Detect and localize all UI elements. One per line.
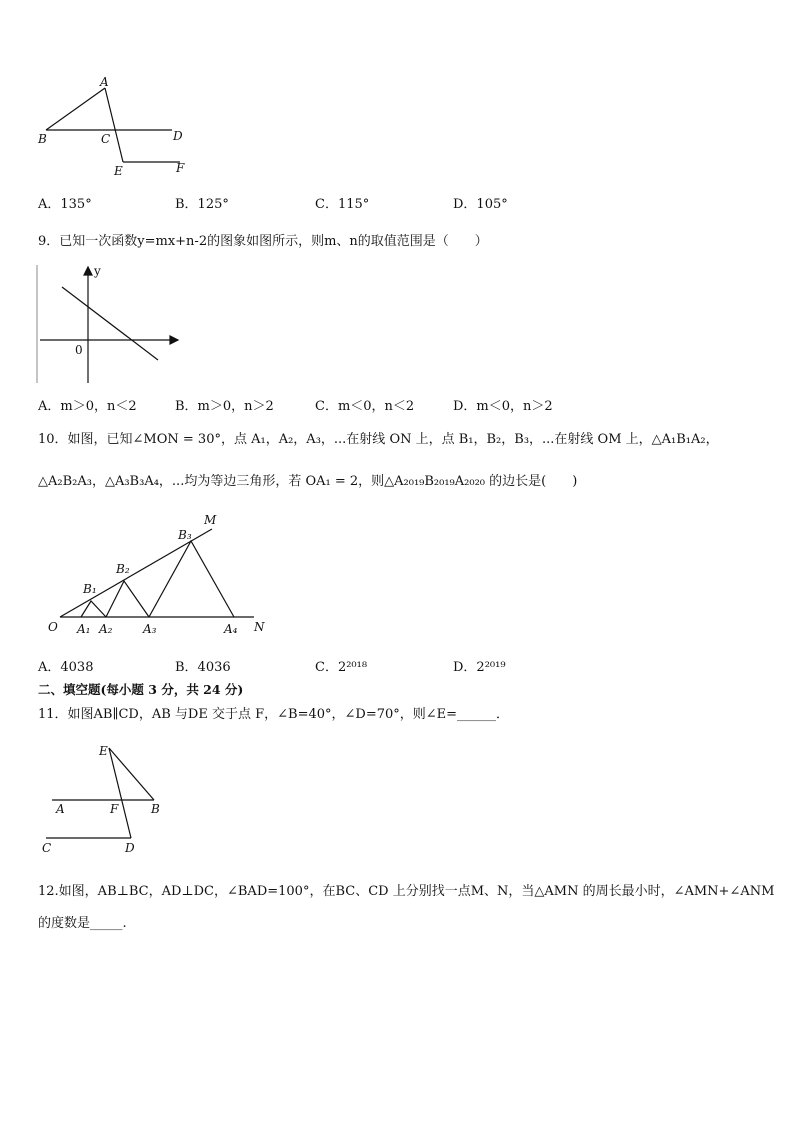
q10-figure <box>44 510 274 640</box>
q10-question-line2: △A₂B₂A₃，△A₃B₃A₄，...均为等边三角形，若 OA₁ = 2，则△A₂₀₁₉B₂₀₁₉A₂₀₂₀ 的边长是( ) <box>38 474 578 489</box>
q10-option-b: B．4036 <box>175 660 231 675</box>
label-O: O <box>48 620 58 634</box>
q8-figure <box>30 70 200 180</box>
label-E: E <box>114 164 123 178</box>
label-A: A <box>56 802 65 816</box>
q9-option-d: D．m＜0，n＞2 <box>453 399 553 414</box>
q8-option-d: D．105° <box>453 197 508 212</box>
q8-option-a: A．135° <box>38 197 92 212</box>
label-B2: B₂ <box>116 562 130 576</box>
q8-option-b: B．125° <box>175 197 229 212</box>
q10-option-a: A．4038 <box>38 660 94 675</box>
label-C: C <box>101 132 111 146</box>
q8-option-c: C．115° <box>315 197 370 212</box>
label-A1: A₁ <box>77 622 91 636</box>
label-A: A <box>100 75 109 89</box>
q9-option-b: B．m＞0，n＞2 <box>175 399 274 414</box>
q9-question: 9．已知一次函数y=mx+n-2的图象如图所示，则m、n的取值范围是（ ） <box>38 234 488 249</box>
label-B3: B₃ <box>178 528 192 542</box>
q10-option-d: D．2²⁰¹⁹ <box>453 660 506 675</box>
label-A4: A₄ <box>224 622 238 636</box>
q9-graph <box>36 263 188 385</box>
section-heading: 二、填空题(每小题 3 分，共 24 分) <box>38 682 244 697</box>
label-E: E <box>99 744 108 758</box>
label-A2: A₂ <box>99 622 113 636</box>
label-F: F <box>110 802 119 816</box>
label-F: F <box>176 161 185 175</box>
q10-option-c: C．2²⁰¹⁸ <box>315 660 368 675</box>
label-D: D <box>125 841 135 855</box>
origin-label: 0 <box>75 343 83 357</box>
label-B: B <box>38 132 47 146</box>
q9-option-c: C．m＜0，n＜2 <box>315 399 415 414</box>
label-A3: A₃ <box>143 622 157 636</box>
q10-question-line1: 10．如图，已知∠MON = 30°，点 A₁，A₂，A₃，...在射线 ON 上，点 B₁，B₂，B₃，...在射线 OM 上，△A₁B₁A₂， <box>38 432 719 447</box>
label-C: C <box>42 841 52 855</box>
q12-question-line2: 的度数是_____. <box>38 916 127 931</box>
label-M: M <box>204 513 217 527</box>
label-B1: B₁ <box>83 582 97 596</box>
label-D: D <box>173 129 183 143</box>
q9-option-a: A．m＞0，n＜2 <box>38 399 137 414</box>
q11-figure <box>36 740 176 860</box>
y-axis-label: y <box>94 264 101 278</box>
label-B: B <box>151 802 160 816</box>
q11-question: 11．如图AB∥CD，AB 与DE 交于点 F，∠B=40°，∠D=70°，则∠E=______． <box>38 707 510 722</box>
q12-question-line1: 12.如图，AB⊥BC，AD⊥DC，∠BAD=100°，在BC、CD 上分别找一点M、N，当△AMN 的周长最小时，∠AMN+∠ANM <box>38 884 775 899</box>
label-N: N <box>254 620 265 634</box>
